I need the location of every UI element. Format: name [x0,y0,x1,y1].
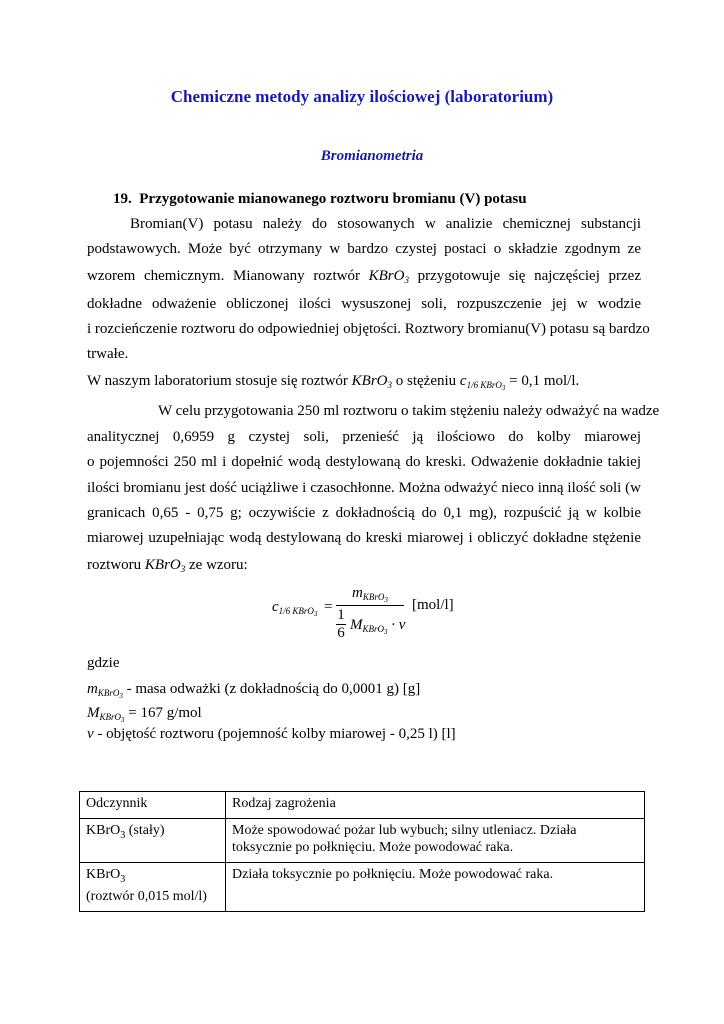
formula-one-sixth [336,607,346,642]
legend-M: M [87,705,100,721]
para3-line3: o pojemności 250 ml i dopełnić wodą destylowaną do kreski. Odważenie dokładnie takiej [87,454,641,470]
formula-m-subtext: KBrO [362,592,385,602]
formula-unit: [mol/l] [412,597,454,613]
kbro3-formula [369,268,409,284]
para2-concentration-symbol [459,373,506,392]
row2-hazard-line1: Działa toksycznie po połknięciu. Może powodować raka. [232,867,554,882]
legend-m-sub [98,688,123,698]
formula-m-sub3: 3 [384,596,388,604]
para3-line4: ilości bromianu jest dość uciążliwe i czasochłonne. Można odważyć nieco inną ilość soli (w [87,480,641,496]
para1-line6: trwałe. [87,346,129,362]
para2-kbro3-sub: 3 [387,380,393,390]
para3-line6: miarowej uzupełniając wodą destylowaną do kreski miarowej i obliczyć dokładne stężenie [87,530,641,546]
section-title: Przygotowanie mianowanego roztworu bromianu (V) potasu [139,191,527,207]
formula-c-sub3: 3 [313,610,318,618]
formula-m: m [352,585,363,601]
para3-line7 [87,557,248,574]
para2-text-b: o stężeniu [395,373,457,389]
para2-c-sub3: 3 [501,384,506,392]
para2-c-subtext: 1/6 KBrO [466,380,502,390]
para1-line3-a: wzorem chemicznym. Mianowany roztwór [87,268,360,284]
row1-hazard-line1: Może spowodować pożar lub wybuch; silny utleniacz. Działa [232,823,577,838]
legend-M-desc: = 167 g/mol [128,705,202,721]
legend-M-symbol [87,705,125,724]
para1-line3 [87,268,641,285]
row1-hazard-line2: toksycznie po połknięciu. Może powodować raka. [232,840,514,855]
legend-M-sub3: 3 [121,716,125,724]
para1-line5: i rozcieńczenie roztworu do odpowiedniej objętości. Roztwory bromianu(V) potasu są bardzo [87,321,650,337]
row2-hazard [226,863,645,912]
formula-c-subtext: 1/6 KBrO [278,606,314,616]
formula-M-sub3: 3 [384,628,388,636]
legend-gdzie: gdzie [87,655,120,671]
formula-c: c [272,599,279,615]
formula-six: 6 [337,625,345,641]
para2-text-d: = 0,1 mol/l. [509,373,580,389]
para2-kbro3 [352,373,392,389]
para3-line5: granicach 0,65 - 0,75 g; oczywiście z dokładnością do 0,1 mg), rozpuścić ją w kolbie [87,505,641,521]
legend-mass [87,681,420,700]
para3-kbro3-text: KBrO [144,557,181,573]
legend-m-desc: - masa odważki (z dokładnością do 0,0001 g) [g] [126,681,421,697]
row1-reagent-sub: 3 [120,829,126,841]
formula-equals: = [324,599,333,615]
para1-line2: podstawowych. Może być otrzymany w bardzo czystej postaci o składzie zgodnym ze [87,241,641,257]
para2-c-sub [467,380,506,390]
row1-hazard [226,819,645,863]
concentration-formula [272,585,472,645]
row1-reagent [80,819,226,863]
section-number: 19. [113,191,132,207]
formula-molar-mass [350,617,405,636]
formula-M: M [350,617,363,633]
header-hazard: Rodzaj zagrożenia [226,792,645,819]
formula-one: 1 [337,607,345,623]
para2-text-a: W naszym laboratorium stosuje się roztwór [87,373,348,389]
legend-m-subtext: KBrO [97,688,120,698]
formula-m-sub [363,592,388,602]
row2-reagent [80,863,226,912]
para3-line7-b: ze wzoru: [189,557,248,573]
para2-line [87,373,579,392]
para2-c: c [459,373,467,389]
page-title: Chemiczne metody analizy ilościowej (laboratorium) [170,87,554,106]
para1-line3-b: przygotowuje się najczęściej przez [417,268,641,284]
para1-line4: dokładne odważenie obliczonej ilości wysuszonej soli, rozpuszczenie jej w wodzie [87,296,641,312]
para3-line2: analitycznej 0,6959 g czystej soli, przenieść ją ilościowo do kolby miarowej [87,429,641,445]
table-row [80,819,645,863]
formula-lhs [272,599,317,618]
row1-reagent-note: (stały) [125,823,165,838]
legend-m-sub3: 3 [119,692,123,700]
legend-m-symbol [87,681,123,700]
legend-volume [87,726,456,743]
legend-molar [87,705,202,724]
header-reagent: Odczynnik [80,792,226,819]
formula-dot-v: · v [391,617,406,633]
para3-kbro3-sub: 3 [180,564,186,574]
page-subtitle: Bromianometria [320,148,424,164]
legend-M-subtext: KBrO [99,712,122,722]
hazard-table [79,791,645,912]
para2-kbro3-text: KBrO [351,373,388,389]
legend-m: m [87,681,98,697]
para3-line1: W celu przygotowania 250 ml roztworu o takim stężeniu należy odważyć na wadze [158,403,660,419]
para3-kbro3 [145,557,185,573]
row2-reagent-sub: 3 [120,873,126,885]
kbro3-subscript: 3 [404,275,409,285]
formula-fraction-bar [336,605,404,606]
table-row [80,863,645,912]
para1-line1: Bromian(V) potasu należy do stosowanych w analizie chemicznej substancji [130,216,641,232]
row2-reagent-formula: KBrO [86,867,121,882]
formula-M-sub [363,624,388,634]
formula-M-subtext: KBrO [362,624,385,634]
legend-v-desc: - objętość roztworu (pojemność kolby miarowej - 0,25 l) [l] [97,726,456,742]
kbro3-text: KBrO [368,268,405,284]
formula-c-sub [279,606,318,616]
section-heading [113,191,527,208]
legend-M-sub [100,712,125,722]
formula-numerator [352,585,388,604]
legend-v: v [87,726,94,742]
row1-reagent-formula: KBrO [86,823,121,838]
row2-reagent-note: (roztwór 0,015 mol/l) [86,888,207,904]
table-header-row [80,792,645,819]
para3-line7-a: roztworu [87,557,142,573]
